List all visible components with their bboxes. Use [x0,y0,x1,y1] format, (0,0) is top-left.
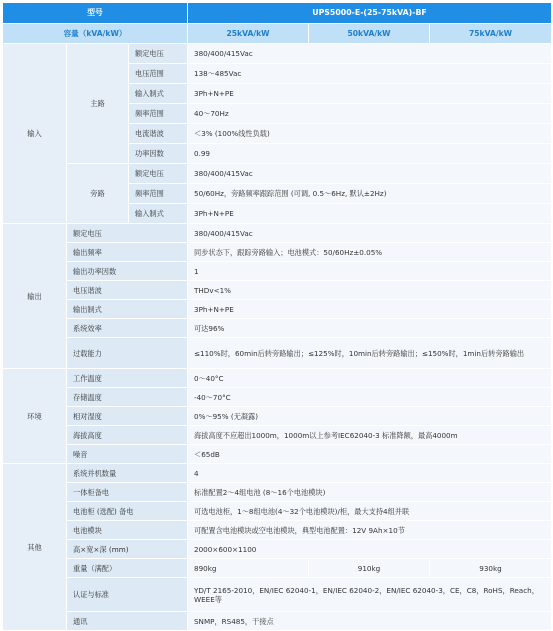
row-value: ≤110%时，60min后转旁路输出；≤125%时，10min后转旁路输出；≤150%时，1min后转旁路输出 [188,338,552,369]
row-label: 认证与标准 [67,578,188,612]
row-value: 4 [188,464,552,483]
row-value: THDv<1% [188,281,552,300]
table-row [3,243,552,262]
row-label: 海拔高度 [67,426,188,445]
capacity-50: 50kVA/kW [309,24,430,44]
capacity-25: 25kVA/kW [188,24,309,44]
table-row [3,281,552,300]
weight-25: 890kg [188,559,309,578]
row-label: 系统效率 [67,319,188,338]
row-value: 可达96% [188,319,552,338]
table-row [3,369,552,388]
row-label: 输出制式 [67,300,188,319]
main-subgroup-label: 主路 [67,44,129,164]
table-row [3,300,552,319]
spec-table [2,2,552,631]
table-row [3,540,552,559]
table-row [3,445,552,464]
table-row [3,464,552,483]
environment-group-label: 环境 [3,369,67,464]
table-row [3,224,552,243]
row-label: 输入制式 [129,84,188,104]
table-row [3,559,552,578]
row-value: 0.99 [188,144,552,164]
table-row [3,578,552,612]
row-value: 3Ph+N+PE [188,84,552,104]
row-value: 380/400/415Vac [188,44,552,64]
table-row [3,483,552,502]
row-label: 相对湿度 [67,407,188,426]
row-label: 功率因数 [129,144,188,164]
bypass-subgroup-label: 旁路 [67,164,129,224]
row-value: 同步状态下，跟踪旁路输入；电池模式：50/60Hz±0.05% [188,243,552,262]
model-label: 型号 [3,3,188,24]
row-value: 可选电池柜，1～8组电池(4～32个电池模块)/柜，最大支持4组并联 [188,502,552,521]
output-group-label: 输出 [3,224,67,369]
row-label: 电压谐波 [67,281,188,300]
row-label: 电池柜 (选配) 备电 [67,502,188,521]
row-label: 频率范围 [129,184,188,204]
row-label: 额定电压 [129,164,188,184]
table-row [3,521,552,540]
table-row [3,407,552,426]
row-label: 额定电压 [67,224,188,243]
row-label: 电压范围 [129,64,188,84]
weight-50: 910kg [309,559,430,578]
row-label: 电池模块 [67,521,188,540]
row-label: 重量（满配） [67,559,188,578]
table-row [3,164,552,184]
row-label: 系统并机数量 [67,464,188,483]
row-value: 40～70Hz [188,104,552,124]
row-value: 海拔高度不应超出1000m，1000m以上参考IEC62040-3 标准降额，最高4000m [188,426,552,445]
capacity-label: 容量（kVA/kW） [3,24,188,44]
row-label: 输出频率 [67,243,188,262]
table-row [3,338,552,369]
table-row [3,612,552,631]
row-value: ＜3% (100%线性负载) [188,124,552,144]
row-value: ＜65dB [188,445,552,464]
row-value: 2000×600×1100 [188,540,552,559]
row-value: SNMP，RS485，干接点 [188,612,552,631]
row-label: 噪音 [67,445,188,464]
table-row [3,262,552,281]
model-row [3,3,552,24]
row-value: YD/T 2165-2010，EN/IEC 62040-1，EN/IEC 62040-2，EN/IEC 62040-3，CE，C8，RoHS，Reach，WEEE等 [188,578,552,612]
row-value: 1 [188,262,552,281]
row-label: 工作温度 [67,369,188,388]
capacity-row [3,24,552,44]
row-label: 额定电压 [129,44,188,64]
row-value: 标准配置2～4组电池 (8～16个电池模块) [188,483,552,502]
row-label: 通讯 [67,612,188,631]
row-value: 可配置含电池模块或空电池模块，典型电池配置：12V 9Ah×10节 [188,521,552,540]
weight-75: 930kg [430,559,552,578]
row-label: 过载能力 [67,338,188,369]
row-label: 输入制式 [129,204,188,224]
row-value: 380/400/415Vac [188,164,552,184]
row-label: 高×宽×深 (mm) [67,540,188,559]
table-row [3,388,552,407]
row-label: 一体柜备电 [67,483,188,502]
row-value: 0～40°C [188,369,552,388]
capacity-75: 75kVA/kW [430,24,552,44]
other-group-label: 其他 [3,464,67,631]
table-row [3,426,552,445]
row-value: 3Ph+N+PE [188,300,552,319]
row-label: 输出功率因数 [67,262,188,281]
table-row [3,319,552,338]
row-value: 50/60Hz，旁路频率跟踪范围 (可调, 0.5～6Hz, 默认±2Hz) [188,184,552,204]
row-label: 频率范围 [129,104,188,124]
table-row [3,44,552,64]
input-group-label: 输入 [3,44,67,224]
row-value: 3Ph+N+PE [188,204,552,224]
model-value: UPS5000-E-(25-75kVA)-BF [188,3,552,24]
row-value: -40～70°C [188,388,552,407]
row-label: 存储温度 [67,388,188,407]
table-row [3,502,552,521]
row-value: 138～485Vac [188,64,552,84]
row-label: 电流谐波 [129,124,188,144]
row-value: 380/400/415Vac [188,224,552,243]
row-value: 0%～95% (无凝露) [188,407,552,426]
